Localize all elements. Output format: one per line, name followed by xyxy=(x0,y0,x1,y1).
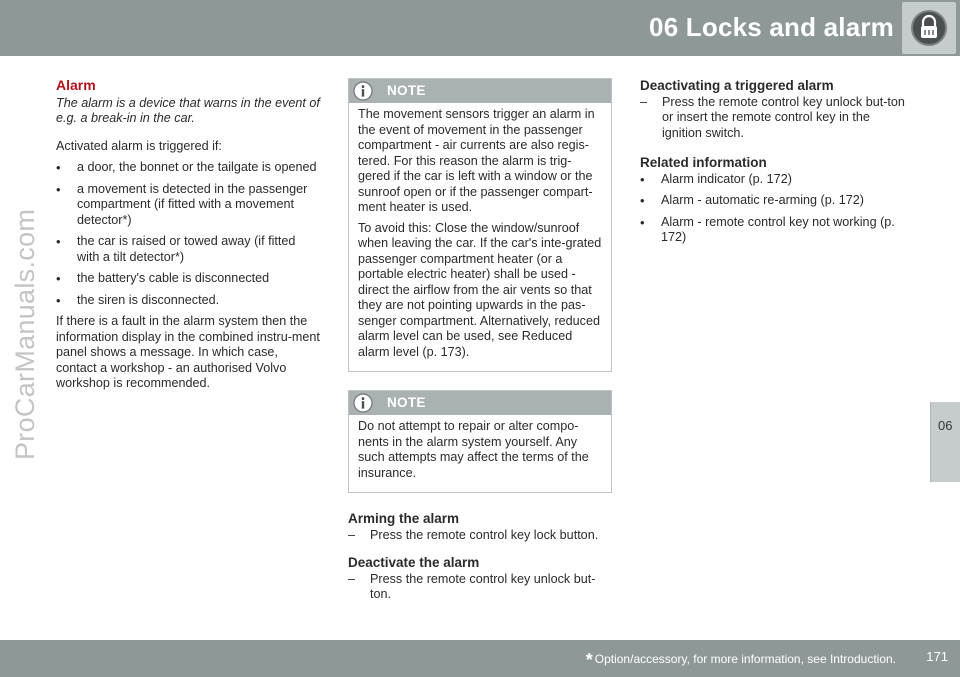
note-box xyxy=(348,78,612,372)
heading-deactivating-triggered: Deactivating a triggered alarm xyxy=(640,78,834,93)
chapter-icon-box xyxy=(902,2,956,54)
dash-mark: – xyxy=(348,571,356,586)
footer-note xyxy=(586,650,896,671)
list-item xyxy=(348,528,612,544)
info-icon xyxy=(353,393,373,413)
heading-related-information: Related information xyxy=(640,155,767,170)
info-icon xyxy=(353,81,373,101)
side-tab-label: 06 xyxy=(938,418,953,433)
related-link[interactable]: • Alarm - remote control key not working (p. 172) xyxy=(640,215,910,246)
related-link[interactable]: • Alarm - automatic re-arming (p. 172) xyxy=(640,193,910,209)
footer-note-text: Option/accessory, for more information, see Introduction. xyxy=(594,652,896,666)
list-item: • a movement is detected in the passenger compartment (if fitted with a movement detector*) xyxy=(56,182,321,229)
trigger-list xyxy=(56,160,321,308)
related-link[interactable]: • Alarm indicator (p. 172) xyxy=(640,172,910,188)
dash-mark: – xyxy=(348,527,356,542)
note-header xyxy=(349,391,611,415)
column-alarm xyxy=(56,78,321,398)
note-label: NOTE xyxy=(387,83,426,98)
arming-steps xyxy=(348,528,612,544)
padlock-icon xyxy=(910,9,948,47)
list-item: • a door, the bonnet or the tailgate is opened xyxy=(56,160,321,176)
note-box xyxy=(348,390,612,493)
heading-deactivate: Deactivate the alarm xyxy=(348,555,480,570)
note-body xyxy=(349,415,611,492)
note-paragraph: Do not attempt to repair or alter compo-nents in the alarm system yourself. Any such attempts may affect the terms of the insurance. xyxy=(358,419,589,480)
list-item: • the siren is disconnected. xyxy=(56,293,321,309)
step-text: Press the remote control key unlock but-ton or insert the remote control key in the ignition switch. xyxy=(662,94,905,140)
step-text: Press the remote control key lock button. xyxy=(370,527,599,542)
fault-text: If there is a fault in the alarm system then the information display in the combined instru-ment panel shows a message. In which case, contact a workshop - an authorised Volvo workshop is recommended. xyxy=(56,314,320,390)
page-header xyxy=(0,0,960,56)
page-footer xyxy=(0,640,960,677)
note-label: NOTE xyxy=(387,395,426,410)
chapter-side-tab xyxy=(930,402,960,482)
column-deactivating xyxy=(640,78,910,252)
list-item: • the battery's cable is disconnected xyxy=(56,271,321,287)
note-paragraph: The movement sensors trigger an alarm in the event of movement in the passenger compartment - air currents are also regis-tered. For this reason the alarm is trig-gered if the car is left with a window or the sunroof open or if the passenger compart-ment heater is used. xyxy=(358,107,595,214)
section-heading-alarm: Alarm xyxy=(56,77,96,93)
list-item xyxy=(348,572,612,603)
watermark: ProCarManuals.com xyxy=(10,208,40,460)
deactivating-steps xyxy=(640,95,910,142)
note-paragraph: To avoid this: Close the window/sunroof when leaving the car. If the car's inte-grated passenger compartment heater (or a portable electric heater) shall be used - direct the airflow from the air vents so that they are not pointing upwards in the pas-senger compartment. Alternatively, reduced alarm level can be used, see Reduced alarm level (p. 173). xyxy=(358,220,602,359)
chapter-title: 06 Locks and alarm xyxy=(649,12,894,42)
related-list xyxy=(640,172,910,246)
page-number: 171 xyxy=(926,649,948,664)
list-item xyxy=(640,95,910,142)
note-header xyxy=(349,79,611,103)
step-text: Press the remote control key unlock but-ton. xyxy=(370,571,596,601)
dash-mark: – xyxy=(640,94,648,109)
note-body xyxy=(349,103,611,371)
list-item: • the car is raised or towed away (if fitted with a tilt detector*) xyxy=(56,234,321,265)
column-notes xyxy=(348,78,612,603)
alarm-intro: The alarm is a device that warns in the event of e.g. a break-in in the car. xyxy=(56,95,320,125)
footer-asterisk: * xyxy=(585,650,593,670)
heading-arming: Arming the alarm xyxy=(348,511,460,526)
alarm-triggered-text: Activated alarm is triggered if: xyxy=(56,138,222,153)
deactivate-steps xyxy=(348,572,612,603)
